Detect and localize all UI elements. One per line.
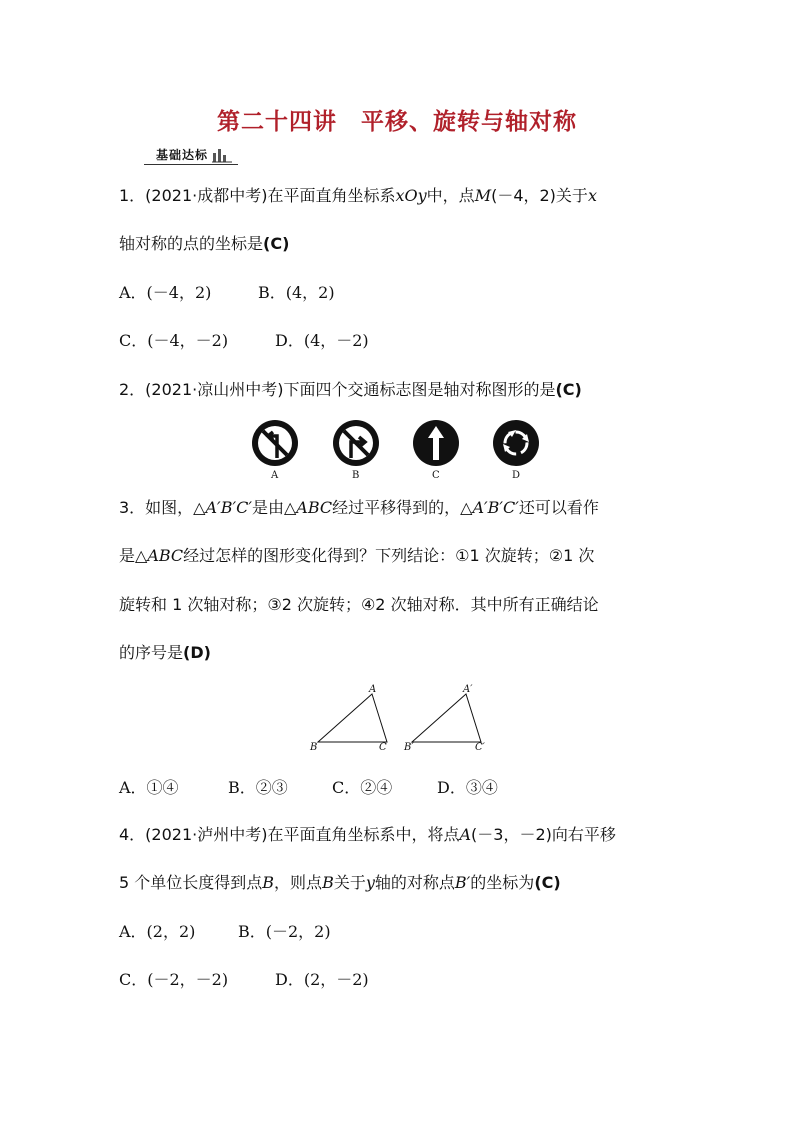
no-right-turn-sign-icon [333,420,379,466]
q1-line-2: 轴对称的点的坐标是(C) [119,234,290,253]
q4-line-2: 5 个单位长度得到点B，则点B关于y轴的对称点B′的坐标为(C) [119,873,561,892]
label-a: A [369,684,377,695]
sign-label-b: B [352,470,360,481]
q1-option-c: C．(－4，－2) [119,331,229,350]
roundabout-sign-icon [493,420,539,466]
q4-option-a: A．(2，2) [119,922,196,941]
sign-label-a: A [271,470,279,481]
q1-option-a: A．(－4，2) [119,283,212,302]
section-tag [144,142,232,166]
q1-option-d: D．(4，－2) [275,331,369,350]
label-b-prime: B′ [404,742,414,753]
q3-line-4: 的序号是(D) [119,643,211,662]
q3-option-d: D．③④ [437,778,498,797]
q3-answer: (D) [183,643,211,662]
section-tag-underline [144,164,238,165]
q1-option-b: B．(4，2) [258,283,335,302]
q1-line-1: 1．(2021·成都中考)在平面直角坐标系xOy中，点M(－4，2)关于x [119,186,597,205]
straight-ahead-sign-icon [413,420,459,466]
q1-answer: (C) [263,234,290,253]
q4-option-c: C．(－2，－2) [119,970,229,989]
q3-line-1: 3．如图，△A′B′C′是由△ABC经过平移得到的，△A′B′C′还可以看作 [119,498,599,517]
section-tag-label: 基础达标 [156,147,209,162]
label-b: B [310,742,318,753]
q3-option-c: C．②④ [332,778,393,797]
q4-answer: (C) [534,873,561,892]
sign-label-c: C [432,470,440,481]
label-c: C [379,742,387,753]
no-turn-sign-icon [252,420,298,466]
sign-label-d: D [512,470,521,481]
page-title: 第二十四讲 平移、旋转与轴对称 [217,109,577,135]
label-c-prime: C′ [475,742,485,753]
q3-option-b: B．②③ [228,778,288,797]
q4-option-d: D．(2，－2) [275,970,369,989]
q2-answer: (C) [555,380,582,399]
q3-line-2: 是△ABC经过怎样的图形变化得到？下列结论：①1 次旋转；②1 次 [119,546,595,565]
q2-line-1: 2．(2021·凉山州中考)下面四个交通标志图是轴对称图形的是(C) [119,380,582,399]
q3-line-3: 旋转和 1 次轴对称；③2 次旋转；④2 次轴对称．其中所有正确结论 [119,595,599,614]
triangle-a-b-c-prime [412,694,481,742]
bar-chart-icon [212,145,232,163]
label-a-prime: A′ [463,684,473,695]
q4-option-b: B．(－2，2) [238,922,331,941]
q3-option-a: A．①④ [119,778,179,797]
triangle-abc [318,694,387,742]
q4-line-1: 4．(2021·泸州中考)在平面直角坐标系中，将点A(－3，－2)向右平移 [119,825,616,844]
traffic-signs-figure [250,418,550,484]
triangles-figure [300,680,500,760]
